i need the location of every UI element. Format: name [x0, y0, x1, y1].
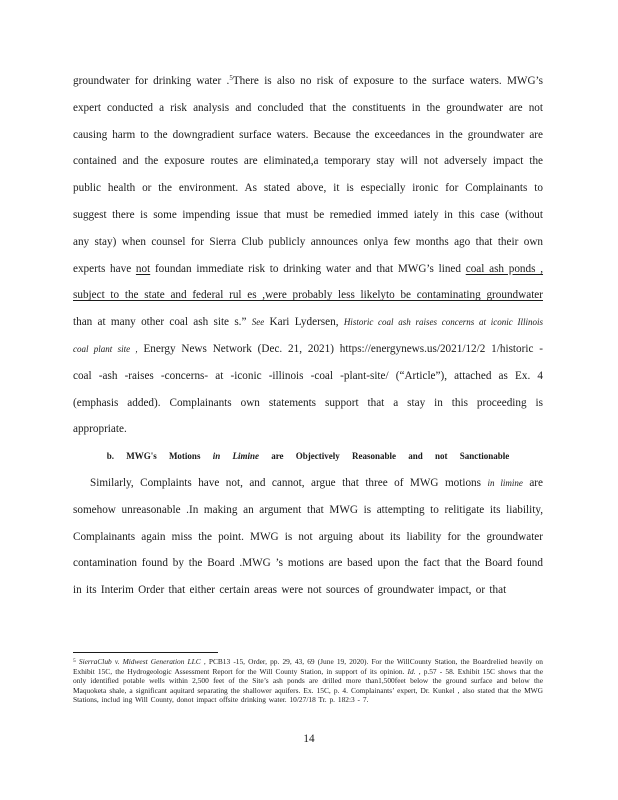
footnote-reference: 5: [229, 74, 233, 82]
text-run: than at many other coal ash site s.”: [73, 316, 252, 329]
footnote-id: Id.: [407, 666, 416, 676]
section-heading: [73, 443, 543, 470]
underlined-not: not: [135, 262, 151, 275]
italic-in-limine: in limine: [487, 477, 523, 488]
article-title: Historic coal ash raises concerns at iconic Illinois coal plant site ,: [73, 317, 544, 354]
page-number: 14: [303, 733, 315, 745]
heading-label: b. MWG's Motions: [106, 451, 201, 462]
text-run: foundan immediate risk to drinking water and that MWG’s lined: [154, 262, 461, 275]
body-text: [73, 68, 543, 604]
text-run: , PCB13 -15, Order, pp. 29, 43, 69 (June 19, 2020). For the WillCounty Station, the Boardrelied heavily on Exhibit 15C, the Hydrogeologic Assessment Report for the Will County Station, in support of its opinion.: [73, 657, 543, 676]
text-run: , p.57 - 58. Exhibit 15C shows that the only identified potable wells within 2,500 feet of the Site’s ash ponds are drilled more than1,500feet below the ground surface and below the Maquoketa shale, a significant aquitard separating the shallower aquifers. Ex. 15C, p. 4. Complainants’ expert, Dr. Kunkel , also stated that the MWG Stations, includ ing Will County, donot impact offsite drinking water. 10/27/18 Tr. p. 182:3 - 7.: [73, 666, 543, 705]
text-run: Energy News Network (Dec. 21, 2021) https://energynews.us/2021/12/2 1/historic -coal -ash -raises -concerns- at -iconic -illinois -coal -plant-site/ (“Article”), attached as Ex. 4 (emphasis added). Complainants own statements support that a stay in this proceeding is appropriate.: [73, 342, 543, 436]
paragraph-stay-argument: [73, 68, 543, 443]
footnote-divider: [73, 652, 218, 653]
see-signal: See: [251, 317, 265, 328]
text-run: Similarly, Complaints have not, and cannot, argue that three of MWG motions: [90, 476, 488, 489]
text-run: Kari Lydersen,: [264, 316, 344, 329]
footnote-mark: 5: [73, 658, 76, 664]
footnote: [73, 657, 543, 705]
paragraph-motions-in-limine: [73, 470, 543, 604]
text-run: are somehow unreasonable .In making an argument that MWG is attempting to relitigate its liability, Complainants again miss the point. MWG is not arguing about its liability for the groundwater contamination found by the Board .MWG ’s motions are based upon the fact that the Board found in its Interim Order that either certain areas were not sources of groundwater impact, or that: [73, 476, 543, 597]
heading-tail: are Objectively Reasonable and not Sanctionable: [271, 451, 510, 462]
underlined-quote: coal ash ponds , subject to the state and federal rul es ,were probably less likelyto be contaminating groundwater: [73, 262, 544, 302]
footnote-case-name: SierraClub v. Midwest Generation LLC: [78, 657, 201, 666]
heading-italic: in Limine: [212, 451, 259, 462]
text-run: There is also no risk of exposure to the surface waters. MWG’s expert conducted a risk analysis and concluded that the constituents in the groundwater are not causing harm to the downgradient surface waters. Because the exceedances in the groundwater are contained and the exposure routes are eliminated,a temporary stay will not adversely impact the public health or the environment. As stated above, it is especially ironic for Complainants to suggest there is some impending issue that must be remedied immed iately in this case (without any stay) when counsel for Sierra Club publicly announces onlya few months ago that their own experts have: [73, 75, 543, 275]
text-run: groundwater for drinking water .: [73, 75, 230, 87]
